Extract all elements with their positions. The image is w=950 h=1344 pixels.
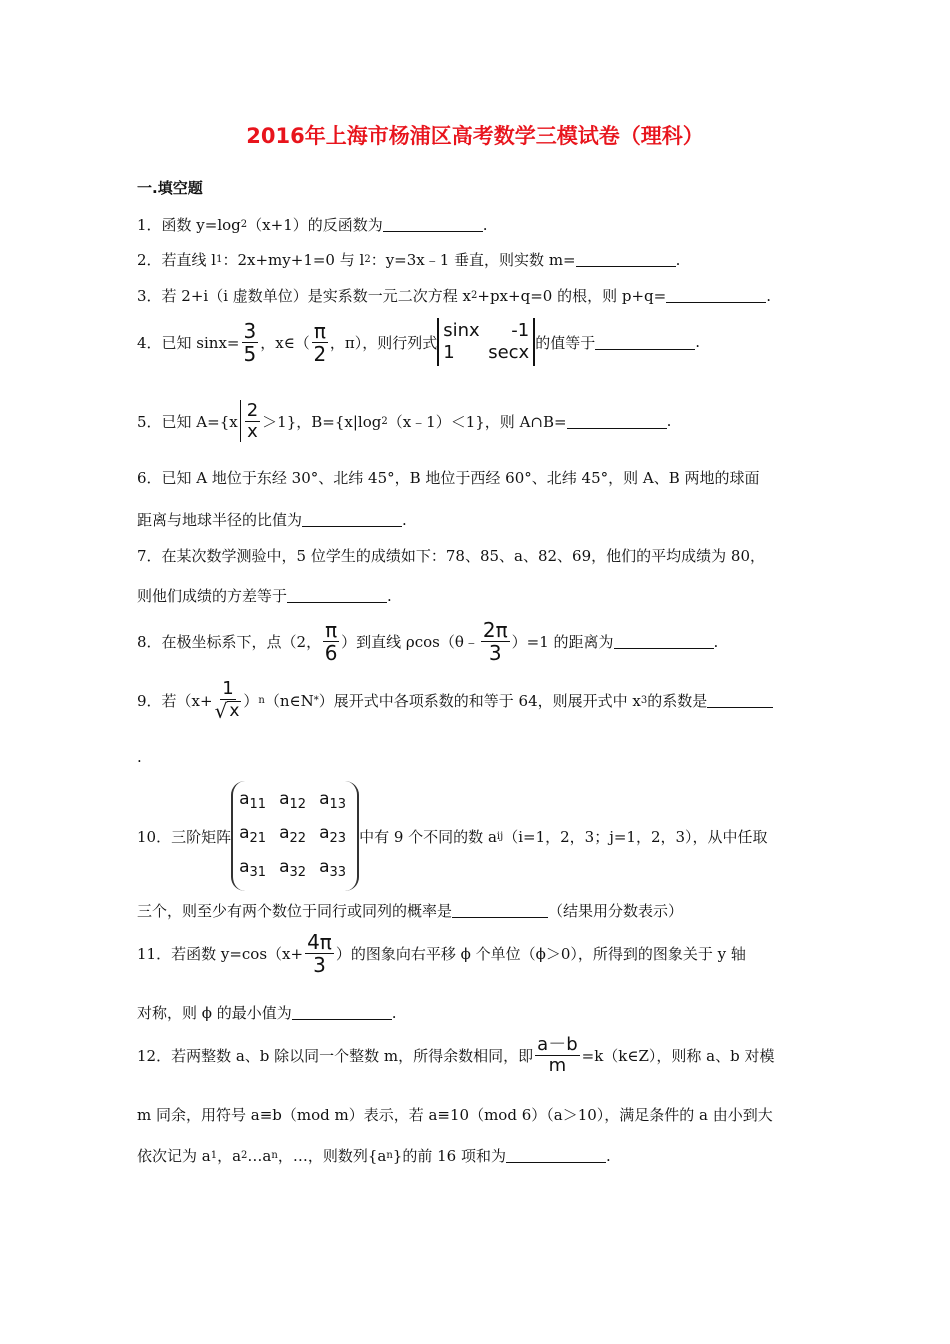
question-4: 4．已知 sinx= $\frac{3}{5}$ ，x∈（ $\frac{\pi}{2}$ ，π），则行列式 sinx -1 1 secx 的值等于 .: [137, 318, 701, 366]
question-10-cont: 三个，则至少有两个数位于同行或同列的概率是 （结果用分数表示）: [137, 902, 684, 920]
answer-blank-8[interactable]: [614, 634, 714, 649]
fraction: $\frac{a-b}{m}$: [537, 1034, 578, 1076]
fraction: $\frac{2}{x}$: [246, 399, 259, 442]
answer-blank-4[interactable]: [595, 335, 695, 350]
answer-blank-2[interactable]: [576, 252, 676, 267]
section-heading: 一.填空题: [137, 179, 203, 197]
answer-blank-7[interactable]: [287, 588, 387, 603]
question-5: 5．已知 A={x $\frac{2}{x}$ ＞1}，B={x|log 2 （x﹣1）＜1}，则 A∩B= .: [137, 399, 672, 442]
fraction: $\frac{4\pi}{3}$: [307, 930, 332, 977]
question-8: 8．在极坐标系下，点（2， $\frac{\pi}{6}$ ）到直线 ρcos（θ﹣ $\frac{2\pi}{3}$ ）=1 的距离为 .: [137, 618, 719, 665]
question-12-cont: m 同余，用符号 a≡b（mod m）表示，若 a≡10（mod 6）（a＞10），满足条件的 a 由小到大: [137, 1106, 773, 1124]
fraction: $\frac{\pi}{6}$: [324, 618, 338, 665]
question-12-cont2: 依次记为 a 1 ，a 2 …a n ，…，则数列{a n }的前 16 项和为 .: [137, 1146, 611, 1165]
answer-blank-9[interactable]: [707, 693, 773, 708]
question-12: 12．若两整数 a、b 除以同一个整数 m，所得余数相同，即 $\frac{a-b}{m}$ =k（k∈Z），则称 a、b 对模: [137, 1034, 775, 1076]
determinant: sinx -1 1 secx: [437, 318, 535, 366]
fraction: $\frac{3}{5}$: [243, 318, 257, 366]
square-root: √ x: [214, 699, 240, 723]
answer-blank-1[interactable]: [383, 217, 483, 232]
fraction: $\frac{\pi}{2}$: [313, 318, 327, 366]
question-3: 3．若 2+i（i 虚数单位）是实系数一元二次方程 x 2 +px+q=0 的根，则 p+q= .: [137, 286, 771, 305]
question-9: 9．若（x+ 1 √ x ） n （n∈N * ）展开式中各项系数的和等于 64，则展开式中 x 3 的系数是: [137, 680, 773, 720]
question-10: 10．三阶矩阵 $a_{11}$ $a_{12}$ $a_{13}$ $a_{21}$ $a_{22}$ $a_{23}$ $a_{31}$ $a_{32}$ $a_{33}$ 中有 9 个不同的数 a ij （i=1，2，3；j=1，2，3），从中任取: [137, 781, 768, 891]
question-6-cont: 距离与地球半径的比值为 .: [137, 510, 407, 529]
answer-blank-11[interactable]: [292, 1005, 392, 1020]
question-1: 1．函数 y=log 2 （x+1）的反函数为 .: [137, 215, 488, 234]
question-6: 6．已知 A 地位于东经 30°、北纬 45°，B 地位于西经 60°、北纬 45°，则 A、B 两地的球面: [137, 469, 760, 487]
question-11-cont: 对称，则 ϕ 的最小值为 .: [137, 1003, 397, 1022]
answer-blank-10[interactable]: [452, 903, 548, 918]
question-9-cont: .: [137, 748, 142, 766]
question-7-cont: 则他们成绩的方差等于 .: [137, 586, 392, 605]
question-7: 7．在某次数学测验中，5 位学生的成绩如下：78、85、a、82、69，他们的平均成绩为 80，: [137, 547, 766, 565]
fraction: 1 √ x: [214, 678, 240, 723]
answer-blank-5[interactable]: [567, 414, 667, 429]
matrix: $a_{11}$ $a_{12}$ $a_{13}$ $a_{21}$ $a_{22}$ $a_{23}$ $a_{31}$ $a_{32}$ $a_{33}$: [231, 781, 359, 891]
question-2: 2．若直线 l 1 ：2x+my+1=0 与 l 2 ：y=3x﹣1 垂直，则实数 m= .: [137, 250, 681, 269]
question-11: 11．若函数 y=cos（x+ $\frac{4\pi}{3}$ ）的图象向右平移 ϕ 个单位（ϕ＞0），所得到的图象关于 y 轴: [137, 930, 746, 977]
page-title: 2016年上海市杨浦区高考数学三模试卷（理科）: [246, 124, 704, 148]
answer-blank-3[interactable]: [666, 288, 766, 303]
fraction: $\frac{2\pi}{3}$: [482, 618, 508, 665]
answer-blank-12[interactable]: [506, 1148, 606, 1163]
answer-blank-6[interactable]: [302, 512, 402, 527]
